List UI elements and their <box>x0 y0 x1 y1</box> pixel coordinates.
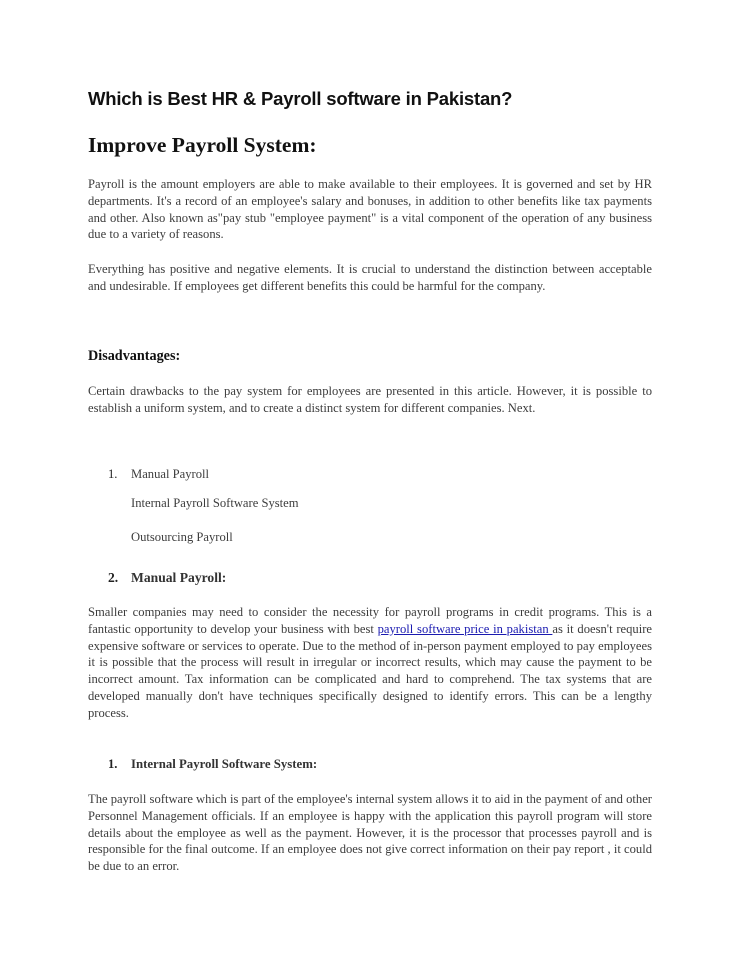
paragraph-manual-payroll-start: Smaller companies may need to consider the necessity for payroll programs in credit programs. This is a fantastic opportunity to develop your business with best <box>88 605 652 636</box>
paragraph-payroll-intro: Payroll is the amount employers are able to make available to their employees. It is governed and set by HR departments. It's a record of an employee's salary and bonuses, in addition to other benefits like tax payments and other. Also known as"pay stub "employee payment" is a vital component of the operation of any business due to a variety of reasons. <box>88 177 652 242</box>
paragraph-drawbacks: Certain drawbacks to the pay system for employees are presented in this article. However, it is possible to establish a uniform system, and to create a distinct system for different companies. Next. <box>88 384 652 415</box>
paragraph-internal-payroll: The payroll software which is part of the employee's internal system allows it to aid in the payment of and other Personnel Management officials. If an employee is happy with the application this payroll program will store details about the employee as well as the payment. However, it is the processor that processes payroll and is responsible for the final outcome. If an employee does not give correct information on their pay report , it could be due to an error. <box>88 792 652 874</box>
list-item-internal-payroll: Internal Payroll Software System <box>131 496 299 510</box>
payroll-software-price-link[interactable]: payroll software price in pakistan <box>377 621 553 636</box>
heading-internal-payroll-software: Internal Payroll Software System: <box>131 757 318 771</box>
section-number-1b: 1. <box>108 757 118 771</box>
heading-manual-payroll: Manual Payroll: <box>131 570 227 585</box>
document-title: Which is Best HR & Payroll software in Pakistan? <box>88 88 513 109</box>
list-item-manual-payroll: Manual Payroll <box>131 467 209 481</box>
heading-disadvantages: Disadvantages: <box>88 348 181 364</box>
paragraph-manual-payroll-end: as it doesn't require expensive software or services to operate. Due to the method of in-person payment employed to pay employees it is possible that the process will result in irregular or incorrect results, which may cause the payment to be incorrect amount. Tax information can be complicated and hard to comprehend. The tax systems that are developed manually don't have techniques specifically designed to identify errors. This can be a lengthy process. <box>88 621 652 720</box>
section-number-2: 2. <box>108 570 119 585</box>
list-number-1: 1. <box>108 467 118 481</box>
paragraph-positive-negative: Everything has positive and negative elements. It is crucial to understand the distinction between acceptable and undesirable. If employees get different benefits this could be harmful for the company. <box>88 262 652 293</box>
list-item-outsourcing-payroll: Outsourcing Payroll <box>131 530 233 544</box>
heading-improve-payroll: Improve Payroll System: <box>88 133 317 157</box>
paragraph-manual-payroll <box>88 604 652 722</box>
